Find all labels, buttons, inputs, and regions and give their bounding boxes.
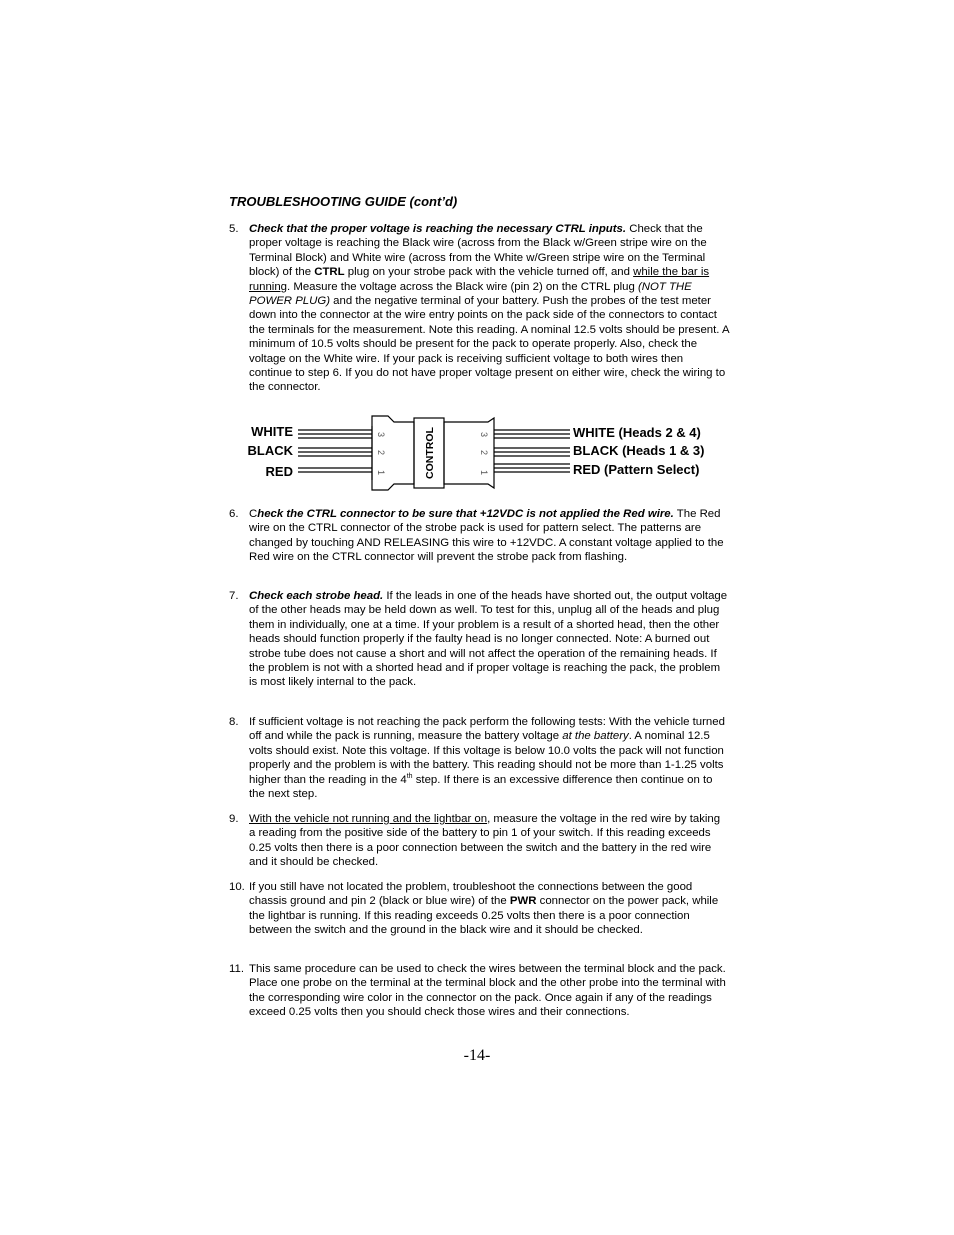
step-7	[229, 589, 729, 690]
ctrl-connector-diagram	[238, 412, 718, 494]
page-number: -14-	[463, 1047, 491, 1064]
right-label-black: BLACK (Heads 1 & 3)	[573, 443, 705, 458]
ctrl-label: CTRL	[314, 266, 345, 279]
left-label-black: BLACK	[247, 443, 293, 458]
pin-2-right: 2	[479, 450, 489, 456]
step-number: 11.	[229, 963, 244, 975]
step-text: Check that the proper voltage is reaching the necessary CTRL inputs. Check that the proper voltage is reaching the Black wire (across from the Black w/Green stripe wire on the Terminal Block) and White wire (across from the White w/Green stripe wire on the Terminal block) of the CTRL plug on your strobe pack with the vehicle turned off, and while the bar is running. Measure the voltage across the Black wire (pin 2) on the CTRL plug (NOT THE POWER PLUG) and the negative terminal of your battery. Push the probes of the test meter down into the connector at the wire entry points on the pack side of the connectors to contact the terminals for the measurement. Note this reading. A nominal 12.5 volts should be present. A minimum of 10.5 volts should be present for the pack to operate properly. Also, check the voltage on the White wire. If your pack is receiving sufficient voltage to both wires then continue to step 6. If you do not have proper voltage present on either wire, check the wiring to the connector.	[249, 223, 729, 394]
step-text: Check each strobe head. If the leads in one of the heads have shorted out, the output voltage of the other heads may be held down as well. To test for this, unplug all of the heads and plug them in individually, one at a time. If your problem is a result of a shorted head, then the other heads should function properly if the faulty head is no longer connected. Note: A burned out strobe tube does not cause a short and will not affect the operation of the remaining heads. If the problem is not with a shorted head and if proper voltage is reaching the pack, the problem is most likely internal to the pack.	[249, 590, 728, 689]
left-label-red: RED	[265, 464, 293, 479]
step-text: If you still have not located the problem, troubleshoot the connections between the good chassis ground and pin 2 (black or blue wire) of the PWR connector on the power pack, while the lightbar is running. If this reading exceeds 0.25 volts then there is a poor connection between the switch and the ground in the black wire and it should be checked.	[249, 881, 719, 937]
step-lead: Check each strobe head.	[249, 590, 384, 602]
step-11	[229, 962, 729, 1020]
step-text: With the vehicle not running and the lightbar on, measure the voltage in the red wire by taking a reading from the positive side of the battery to pin 1 of your switch. If this reading exceeds 0.25 volts then there is a poor connection between the switch and the battery in the red wire and it should be checked.	[249, 813, 721, 869]
section-heading: TROUBLESHOOTING GUIDE (cont’d)	[229, 194, 458, 209]
control-label: CONTROL	[424, 427, 436, 479]
right-label-red: RED (Pattern Select)	[573, 462, 700, 477]
step-8	[229, 715, 729, 801]
italic-note: at the battery	[562, 730, 629, 743]
step-number: 9.	[229, 813, 239, 825]
step-number: 7.	[229, 590, 239, 602]
pin-2-left: 2	[376, 450, 386, 456]
pin-3-right: 3	[479, 432, 489, 438]
step-9	[229, 812, 729, 870]
step-10	[229, 880, 729, 938]
step-text: This same procedure can be used to check the wires between the terminal block and the pack. Place one probe on the terminal at the terminal block and the other probe into the terminal with the corresponding wire color in the connector on the pack. Once again if any of the readings exceed 0.25 volts then you should check those wires and their connections.	[249, 963, 726, 1019]
step-lead: heck the CTRL connector to be sure that +12VDC is not applied the Red wire.	[257, 508, 674, 520]
step-6	[229, 507, 729, 565]
superscript: th	[406, 772, 413, 780]
step-text: If sufficient voltage is not reaching the pack perform the following tests: With the vehicle turned off and while the pack is running, measure the battery voltage at the battery. A nominal 12.5 volts should exist. Note this voltage. If this voltage is below 10.0 volts the pack will not function properly and the problem is with the battery. This reading should not be more than 1-1.25 volts higher than the reading in the 4th step. If there is an excessive difference then continue on to the next step.	[249, 716, 725, 801]
step-number: 5.	[229, 223, 239, 235]
left-label-white: WHITE	[251, 424, 293, 439]
pin-1-left: 1	[376, 470, 386, 476]
underlined-text: With the vehicle not running and the lightbar on	[249, 813, 488, 825]
step-lead: Check that the proper voltage is reaching the necessary CTRL inputs.	[249, 223, 627, 235]
pin-1-right: 1	[479, 470, 489, 476]
step-number: 8.	[229, 716, 239, 728]
italic-note: (NOT THE POWER PLUG)	[249, 280, 692, 308]
step-number: 6.	[229, 508, 239, 520]
step-text: Check the CTRL connector to be sure that +12VDC is not applied the Red wire. The Red wire on the CTRL connector of the strobe pack is used for pattern select. The patterns are changed by touching AND RELEASING this wire to +12VDC. A constant voltage applied to the Red wire on the CTRL connector will prevent the strobe pack from flashing.	[249, 508, 724, 564]
pin-3-left: 3	[376, 432, 386, 438]
underlined-text: while the bar is running	[249, 266, 710, 293]
step-number: 10.	[229, 881, 245, 893]
right-label-white: WHITE (Heads 2 & 4)	[573, 425, 701, 440]
pwr-label: PWR	[509, 895, 537, 908]
step-5	[229, 222, 729, 395]
